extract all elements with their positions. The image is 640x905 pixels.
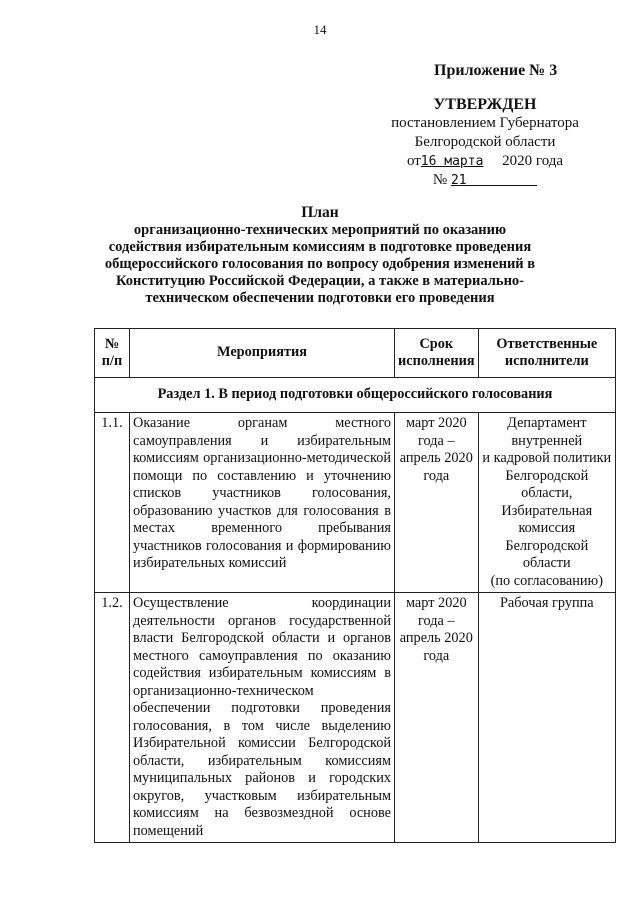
responsible-line: области (522, 555, 571, 571)
plan-title-block (100, 204, 540, 307)
section-row (95, 378, 616, 413)
approval-number (380, 171, 590, 190)
approval-line-2: Белгородской области (414, 134, 556, 150)
row-responsible (478, 593, 615, 843)
header-activities: Мероприятия (130, 329, 395, 378)
responsible-line: Белгородской (505, 467, 589, 484)
header-term: Срок исполнения (395, 329, 479, 378)
responsible-line: Белгородской (505, 537, 589, 554)
approval-date (380, 152, 590, 171)
header-responsible: Ответственные исполнители (478, 329, 615, 378)
date-value: 16 марта (420, 154, 484, 169)
responsible-line: Департамент (507, 415, 587, 431)
plan-title: План (301, 204, 339, 221)
row-activity: Осуществление координации деятельности органов государственной власти Белгородской области и органов местного самоуправления по оказанию содействия избирательным комиссиям в организационно-техническом обеспечении подготовки проведения голосования, в том числе выделению Избирательной комиссии Белгородской области, избирательным комиссиям муниципальных районов и городских округов, участковым избирательным комиссиям на безвозмездной основе помещений (130, 593, 395, 843)
header-no: № п/п (95, 329, 130, 378)
row-term: март 2020 года – апрель 2020 года (395, 413, 479, 593)
date-year: 2020 года (502, 153, 564, 169)
responsible-line: (по согласованию) (490, 572, 603, 589)
activities-table (94, 328, 616, 843)
responsible-line: комиссия (518, 520, 576, 536)
row-term: март 2020 года – апрель 2020 года (395, 593, 479, 843)
table-header-row (95, 329, 616, 378)
row-activity: Оказание органам местного самоуправления и избирательным комиссиям организационно-методической помощи по составлению и уточнению списков участников голосования, образованию участков для голосования в местах временного пребывания участников голосования и формированию избирательных комиссий (130, 413, 395, 593)
responsible-line: внутренней (511, 432, 583, 449)
responsible-line: области, (521, 485, 573, 501)
table-row (95, 413, 616, 593)
number-prefix: № (432, 172, 448, 188)
row-responsible (478, 413, 615, 593)
responsible-line: и кадровой политики (482, 450, 612, 466)
date-prefix: от (406, 153, 421, 169)
row-number: 1.2. (95, 593, 130, 843)
approval-block (380, 95, 590, 190)
row-number: 1.1. (95, 413, 130, 593)
responsible-line: Избирательная (501, 502, 593, 519)
plan-subtitle: организационно-технических мероприятий по оказанию содействия избирательным комиссиям в подготовке проведения общероссийского голосования по вопросу одобрения изменений в Конституцию Российской Федерации, а также в материально-техническом обеспечении подготовки его проведения (104, 222, 536, 306)
responsible-line: Рабочая группа (499, 595, 594, 611)
section-title: Раздел 1. В период подготовки общероссийского голосования (95, 378, 616, 413)
approval-line-1: постановлением Губернатора (391, 115, 579, 131)
page-number: 14 (313, 22, 327, 37)
number-value: 21 (450, 173, 467, 188)
approved-heading: УТВЕРЖДЕН (433, 96, 537, 113)
table-row (95, 593, 616, 843)
appendix-label: Приложение № 3 (434, 62, 558, 79)
